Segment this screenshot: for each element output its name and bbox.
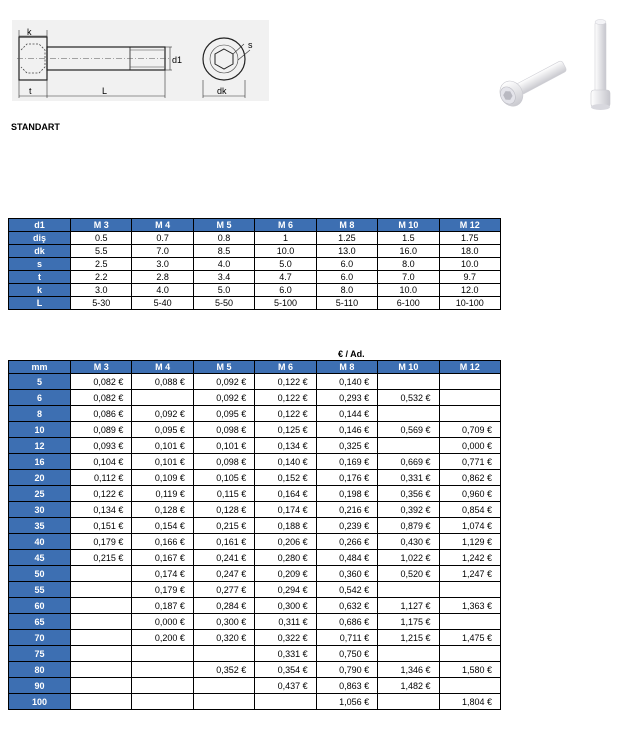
price-row-label: 50 [9, 566, 71, 582]
dimensions-row-cell: 0.7 [132, 232, 193, 245]
price-row-cell [193, 694, 254, 710]
price-row-cell [439, 374, 500, 390]
price-row-cell: 1,215 € [378, 630, 439, 646]
price-row-cell: 0,325 € [316, 438, 377, 454]
price-row-cell [378, 406, 439, 422]
price-row-cell: 0,711 € [316, 630, 377, 646]
price-row-cell [378, 582, 439, 598]
price-row-cell: 0,709 € [439, 422, 500, 438]
dimensions-row-label: k [9, 284, 71, 297]
price-header-cell: M 10 [378, 361, 439, 374]
dimensions-row-label: t [9, 271, 71, 284]
price-row-cell [378, 438, 439, 454]
price-header-cell: mm [9, 361, 71, 374]
price-row-cell: 0,188 € [255, 518, 316, 534]
price-row-cell: 0,632 € [316, 598, 377, 614]
price-row-cell [439, 390, 500, 406]
price-row-cell [71, 582, 132, 598]
dimensions-row [9, 284, 501, 297]
price-row-cell: 0,198 € [316, 486, 377, 502]
price-row-cell: 0,293 € [316, 390, 377, 406]
dimensions-header-cell: M 3 [71, 219, 132, 232]
price-row-cell [439, 678, 500, 694]
dimensions-row-cell: 8.0 [378, 258, 439, 271]
price-row [9, 438, 501, 454]
dimensions-row-cell: 1.5 [378, 232, 439, 245]
price-row-cell: 1,580 € [439, 662, 500, 678]
price-row-cell: 0,115 € [193, 486, 254, 502]
price-row [9, 646, 501, 662]
price-unit-label: € / Ad. [338, 349, 365, 359]
price-row-cell: 0,095 € [193, 406, 254, 422]
price-row-cell: 1,475 € [439, 630, 500, 646]
dimensions-row-cell: 5-40 [132, 297, 193, 310]
price-row-cell [132, 390, 193, 406]
dimensions-row-cell: 4.7 [255, 271, 316, 284]
dim-label-s: s [248, 40, 253, 50]
price-row-cell: 0,284 € [193, 598, 254, 614]
screws-illustration [490, 14, 620, 114]
price-row-cell: 1,346 € [378, 662, 439, 678]
dim-label-L: L [102, 86, 108, 96]
price-row-cell: 0,331 € [378, 470, 439, 486]
dimensions-row-label: L [9, 297, 71, 310]
price-row-cell: 1,127 € [378, 598, 439, 614]
price-row [9, 630, 501, 646]
price-row-cell: 1,175 € [378, 614, 439, 630]
price-row-label: 10 [9, 422, 71, 438]
dimensions-row-cell: 3.0 [132, 258, 193, 271]
price-row-cell: 0,088 € [132, 374, 193, 390]
dimensions-row-cell: 2.2 [71, 271, 132, 284]
price-row-cell: 0,206 € [255, 534, 316, 550]
dimensions-row-cell: 9.7 [439, 271, 500, 284]
dimensions-row-cell: 12.0 [439, 284, 500, 297]
dimensions-row-cell: 6.0 [255, 284, 316, 297]
price-row-cell: 0,098 € [193, 422, 254, 438]
price-row-cell: 1,247 € [439, 566, 500, 582]
price-row-cell: 0,092 € [132, 406, 193, 422]
price-row-cell [71, 662, 132, 678]
dimensions-row-cell: 4.0 [193, 258, 254, 271]
screw-drawing-svg [12, 20, 269, 101]
price-row-label: 16 [9, 454, 71, 470]
price-row-cell: 0,392 € [378, 502, 439, 518]
technical-drawing [12, 20, 269, 101]
price-row-cell: 0,960 € [439, 486, 500, 502]
price-row-label: 25 [9, 486, 71, 502]
price-row-cell: 0,098 € [193, 454, 254, 470]
dimensions-row-cell: 8.5 [193, 245, 254, 258]
dimensions-row-cell: 1 [255, 232, 316, 245]
dimensions-row-cell: 2.5 [71, 258, 132, 271]
price-row-label: 90 [9, 678, 71, 694]
price-row-cell: 0,354 € [255, 662, 316, 678]
price-row-cell: 0,320 € [193, 630, 254, 646]
price-row [9, 662, 501, 678]
price-row-cell: 0,092 € [193, 390, 254, 406]
price-row-cell: 1,363 € [439, 598, 500, 614]
price-row-cell: 0,430 € [378, 534, 439, 550]
price-header-cell: M 4 [132, 361, 193, 374]
dim-label-t: t [29, 86, 32, 96]
price-row-label: 12 [9, 438, 71, 454]
price-row-cell: 0,089 € [71, 422, 132, 438]
dimensions-row-cell: 7.0 [378, 271, 439, 284]
dimensions-row-cell: 6.0 [316, 258, 377, 271]
dimensions-row-label: s [9, 258, 71, 271]
price-row [9, 694, 501, 710]
dimensions-row-cell: 3.0 [71, 284, 132, 297]
section-title: STANDART [11, 122, 60, 132]
price-row-cell: 0,122 € [255, 406, 316, 422]
price-row-label: 30 [9, 502, 71, 518]
price-row-label: 55 [9, 582, 71, 598]
price-row-cell: 0,104 € [71, 454, 132, 470]
dimensions-row-cell: 5.5 [71, 245, 132, 258]
price-row-cell: 0,862 € [439, 470, 500, 486]
price-row-label: 35 [9, 518, 71, 534]
price-row-cell [439, 582, 500, 598]
dimensions-row-cell: 5.0 [255, 258, 316, 271]
price-row-cell: 0,280 € [255, 550, 316, 566]
dimensions-header-cell: M 4 [132, 219, 193, 232]
price-header-cell: M 3 [71, 361, 132, 374]
dimensions-header-cell: M 8 [316, 219, 377, 232]
dimensions-row-cell: 0.8 [193, 232, 254, 245]
price-row-cell [71, 694, 132, 710]
price-row [9, 598, 501, 614]
price-row-cell [439, 614, 500, 630]
price-row-cell: 0,331 € [255, 646, 316, 662]
price-row-cell: 0,140 € [316, 374, 377, 390]
price-header-cell: M 12 [439, 361, 500, 374]
price-row-cell: 0,144 € [316, 406, 377, 422]
price-row [9, 390, 501, 406]
price-row-label: 45 [9, 550, 71, 566]
price-row-cell [193, 678, 254, 694]
price-row-cell: 0,322 € [255, 630, 316, 646]
dimensions-header-cell: d1 [9, 219, 71, 232]
price-row-cell: 0,187 € [132, 598, 193, 614]
price-row-cell: 0,000 € [439, 438, 500, 454]
dim-label-d1: d1 [172, 55, 183, 65]
price-row-cell: 0,790 € [316, 662, 377, 678]
dimensions-row [9, 232, 501, 245]
price-row-cell [132, 662, 193, 678]
price-row [9, 374, 501, 390]
price-row-cell [378, 374, 439, 390]
price-row [9, 534, 501, 550]
price-row-cell: 0,151 € [71, 518, 132, 534]
price-row-cell: 0,215 € [71, 550, 132, 566]
price-row-cell: 0,241 € [193, 550, 254, 566]
price-row-label: 8 [9, 406, 71, 422]
price-row-cell [71, 566, 132, 582]
price-row-label: 80 [9, 662, 71, 678]
dimensions-header-cell: M 5 [193, 219, 254, 232]
dimensions-row-cell: 5.0 [193, 284, 254, 297]
dimensions-table [8, 218, 501, 310]
price-row-cell: 0,169 € [316, 454, 377, 470]
price-row [9, 518, 501, 534]
dimensions-row-cell: 10.0 [439, 258, 500, 271]
price-row [9, 422, 501, 438]
price-row-cell: 1,804 € [439, 694, 500, 710]
price-row-cell: 0,356 € [378, 486, 439, 502]
price-row-cell: 0,215 € [193, 518, 254, 534]
dimensions-row-cell: 2.8 [132, 271, 193, 284]
price-row-cell: 0,152 € [255, 470, 316, 486]
price-row-cell: 0,854 € [439, 502, 500, 518]
price-row-label: 40 [9, 534, 71, 550]
price-row-cell [255, 694, 316, 710]
price-row-cell: 0,128 € [132, 502, 193, 518]
price-row-label: 70 [9, 630, 71, 646]
price-row [9, 406, 501, 422]
price-row [9, 454, 501, 470]
price-row-cell [193, 646, 254, 662]
dimensions-header-cell: M 6 [255, 219, 316, 232]
price-row-cell: 0,093 € [71, 438, 132, 454]
dimensions-row-cell: 1.25 [316, 232, 377, 245]
price-row-cell [71, 678, 132, 694]
price-row-cell: 0,109 € [132, 470, 193, 486]
dimensions-row-cell: 13.0 [316, 245, 377, 258]
price-row-cell: 0,112 € [71, 470, 132, 486]
price-row-cell: 0,239 € [316, 518, 377, 534]
price-row-cell: 1,074 € [439, 518, 500, 534]
price-row-label: 100 [9, 694, 71, 710]
price-row-cell: 0,352 € [193, 662, 254, 678]
dimensions-row-cell: 0.5 [71, 232, 132, 245]
price-row [9, 678, 501, 694]
price-row [9, 502, 501, 518]
price-row-cell: 0,134 € [255, 438, 316, 454]
price-row-cell: 0,082 € [71, 374, 132, 390]
price-row-cell: 0,125 € [255, 422, 316, 438]
price-row-cell [439, 406, 500, 422]
price-row-cell: 0,569 € [378, 422, 439, 438]
price-row-label: 6 [9, 390, 71, 406]
dimensions-row-cell: 10.0 [255, 245, 316, 258]
price-row-cell: 1,022 € [378, 550, 439, 566]
dim-label-k: k [27, 27, 32, 37]
dimensions-row-cell: 10.0 [378, 284, 439, 297]
dimensions-row-cell: 5-30 [71, 297, 132, 310]
price-row-cell: 0,484 € [316, 550, 377, 566]
price-row-cell [132, 646, 193, 662]
price-header-cell: M 8 [316, 361, 377, 374]
dimensions-row [9, 258, 501, 271]
price-row-cell: 0,277 € [193, 582, 254, 598]
price-row-cell: 0,174 € [255, 502, 316, 518]
price-row-cell [71, 598, 132, 614]
price-row-cell [439, 646, 500, 662]
price-row-cell: 0,879 € [378, 518, 439, 534]
price-row-cell: 0,300 € [193, 614, 254, 630]
dimensions-row-cell: 18.0 [439, 245, 500, 258]
dimensions-row-cell: 6.0 [316, 271, 377, 284]
price-row-cell: 0,750 € [316, 646, 377, 662]
price-row-cell: 0,437 € [255, 678, 316, 694]
price-row-cell: 0,164 € [255, 486, 316, 502]
price-row-cell: 0,771 € [439, 454, 500, 470]
price-row-cell [132, 678, 193, 694]
price-row-cell: 0,092 € [193, 374, 254, 390]
price-row-cell: 0,266 € [316, 534, 377, 550]
price-row-cell: 0,086 € [71, 406, 132, 422]
price-row-cell [71, 614, 132, 630]
price-row-cell: 0,179 € [132, 582, 193, 598]
price-row-cell: 1,242 € [439, 550, 500, 566]
dimensions-row [9, 297, 501, 310]
price-row-cell: 0,311 € [255, 614, 316, 630]
dimensions-row-label: diş [9, 232, 71, 245]
price-row-cell: 0,542 € [316, 582, 377, 598]
dimensions-row-cell: 3.4 [193, 271, 254, 284]
price-header-cell: M 5 [193, 361, 254, 374]
price-row [9, 486, 501, 502]
dimensions-row-cell: 7.0 [132, 245, 193, 258]
price-row-label: 5 [9, 374, 71, 390]
price-row-cell: 0,294 € [255, 582, 316, 598]
price-row-cell: 0,122 € [255, 374, 316, 390]
price-row [9, 582, 501, 598]
price-row-cell: 0,360 € [316, 566, 377, 582]
dimensions-header-cell: M 10 [378, 219, 439, 232]
dimensions-row-cell: 10-100 [439, 297, 500, 310]
price-row-cell: 0,122 € [255, 390, 316, 406]
price-row-cell: 0,179 € [71, 534, 132, 550]
dimensions-row-cell: 8.0 [316, 284, 377, 297]
dimensions-header-cell: M 12 [439, 219, 500, 232]
price-row-cell: 0,101 € [193, 438, 254, 454]
price-row-cell [378, 694, 439, 710]
price-row [9, 614, 501, 630]
price-row-cell: 0,101 € [132, 438, 193, 454]
price-table [8, 360, 501, 710]
price-row-cell: 0,216 € [316, 502, 377, 518]
price-row-label: 75 [9, 646, 71, 662]
price-row-cell: 0,161 € [193, 534, 254, 550]
price-row-cell: 0,101 € [132, 454, 193, 470]
dimensions-row-label: dk [9, 245, 71, 258]
price-row-label: 20 [9, 470, 71, 486]
price-header-cell: M 6 [255, 361, 316, 374]
price-row-cell: 0,209 € [255, 566, 316, 582]
price-row-label: 65 [9, 614, 71, 630]
dimensions-row-cell: 5-110 [316, 297, 377, 310]
dimensions-row-cell: 5-100 [255, 297, 316, 310]
price-row [9, 470, 501, 486]
price-row-cell: 0,154 € [132, 518, 193, 534]
price-row-cell: 0,119 € [132, 486, 193, 502]
price-row-cell: 0,128 € [193, 502, 254, 518]
price-row [9, 566, 501, 582]
price-row-cell [71, 630, 132, 646]
price-row-cell: 0,174 € [132, 566, 193, 582]
dimensions-row-cell: 5-50 [193, 297, 254, 310]
price-row-cell: 0,863 € [316, 678, 377, 694]
dim-label-dk: dk [217, 86, 227, 96]
price-row-cell: 0,520 € [378, 566, 439, 582]
price-row-cell: 0,686 € [316, 614, 377, 630]
price-row-cell: 0,176 € [316, 470, 377, 486]
dimensions-row-cell: 6-100 [378, 297, 439, 310]
dimensions-row [9, 271, 501, 284]
price-row-cell: 0,200 € [132, 630, 193, 646]
dimensions-row-cell: 4.0 [132, 284, 193, 297]
price-row-cell: 1,129 € [439, 534, 500, 550]
dimensions-row [9, 245, 501, 258]
price-row-cell: 0,247 € [193, 566, 254, 582]
price-row-cell: 0,105 € [193, 470, 254, 486]
dimensions-row-cell: 16.0 [378, 245, 439, 258]
price-row-cell [132, 694, 193, 710]
price-row-cell: 0,095 € [132, 422, 193, 438]
price-row-cell: 0,532 € [378, 390, 439, 406]
price-header-row [9, 361, 501, 374]
price-row-cell: 0,082 € [71, 390, 132, 406]
price-row-cell: 0,167 € [132, 550, 193, 566]
price-row-cell: 0,300 € [255, 598, 316, 614]
price-row-cell: 0,122 € [71, 486, 132, 502]
price-row-cell [378, 646, 439, 662]
dimensions-header-row [9, 219, 501, 232]
price-row-label: 60 [9, 598, 71, 614]
price-row-cell: 0,166 € [132, 534, 193, 550]
price-row-cell [71, 646, 132, 662]
price-row-cell: 0,000 € [132, 614, 193, 630]
price-row-cell: 1,056 € [316, 694, 377, 710]
price-row [9, 550, 501, 566]
price-row-cell: 0,669 € [378, 454, 439, 470]
price-row-cell: 1,482 € [378, 678, 439, 694]
dimensions-row-cell: 1.75 [439, 232, 500, 245]
product-photo [490, 14, 620, 114]
price-row-cell: 0,134 € [71, 502, 132, 518]
price-row-cell: 0,146 € [316, 422, 377, 438]
price-row-cell: 0,140 € [255, 454, 316, 470]
